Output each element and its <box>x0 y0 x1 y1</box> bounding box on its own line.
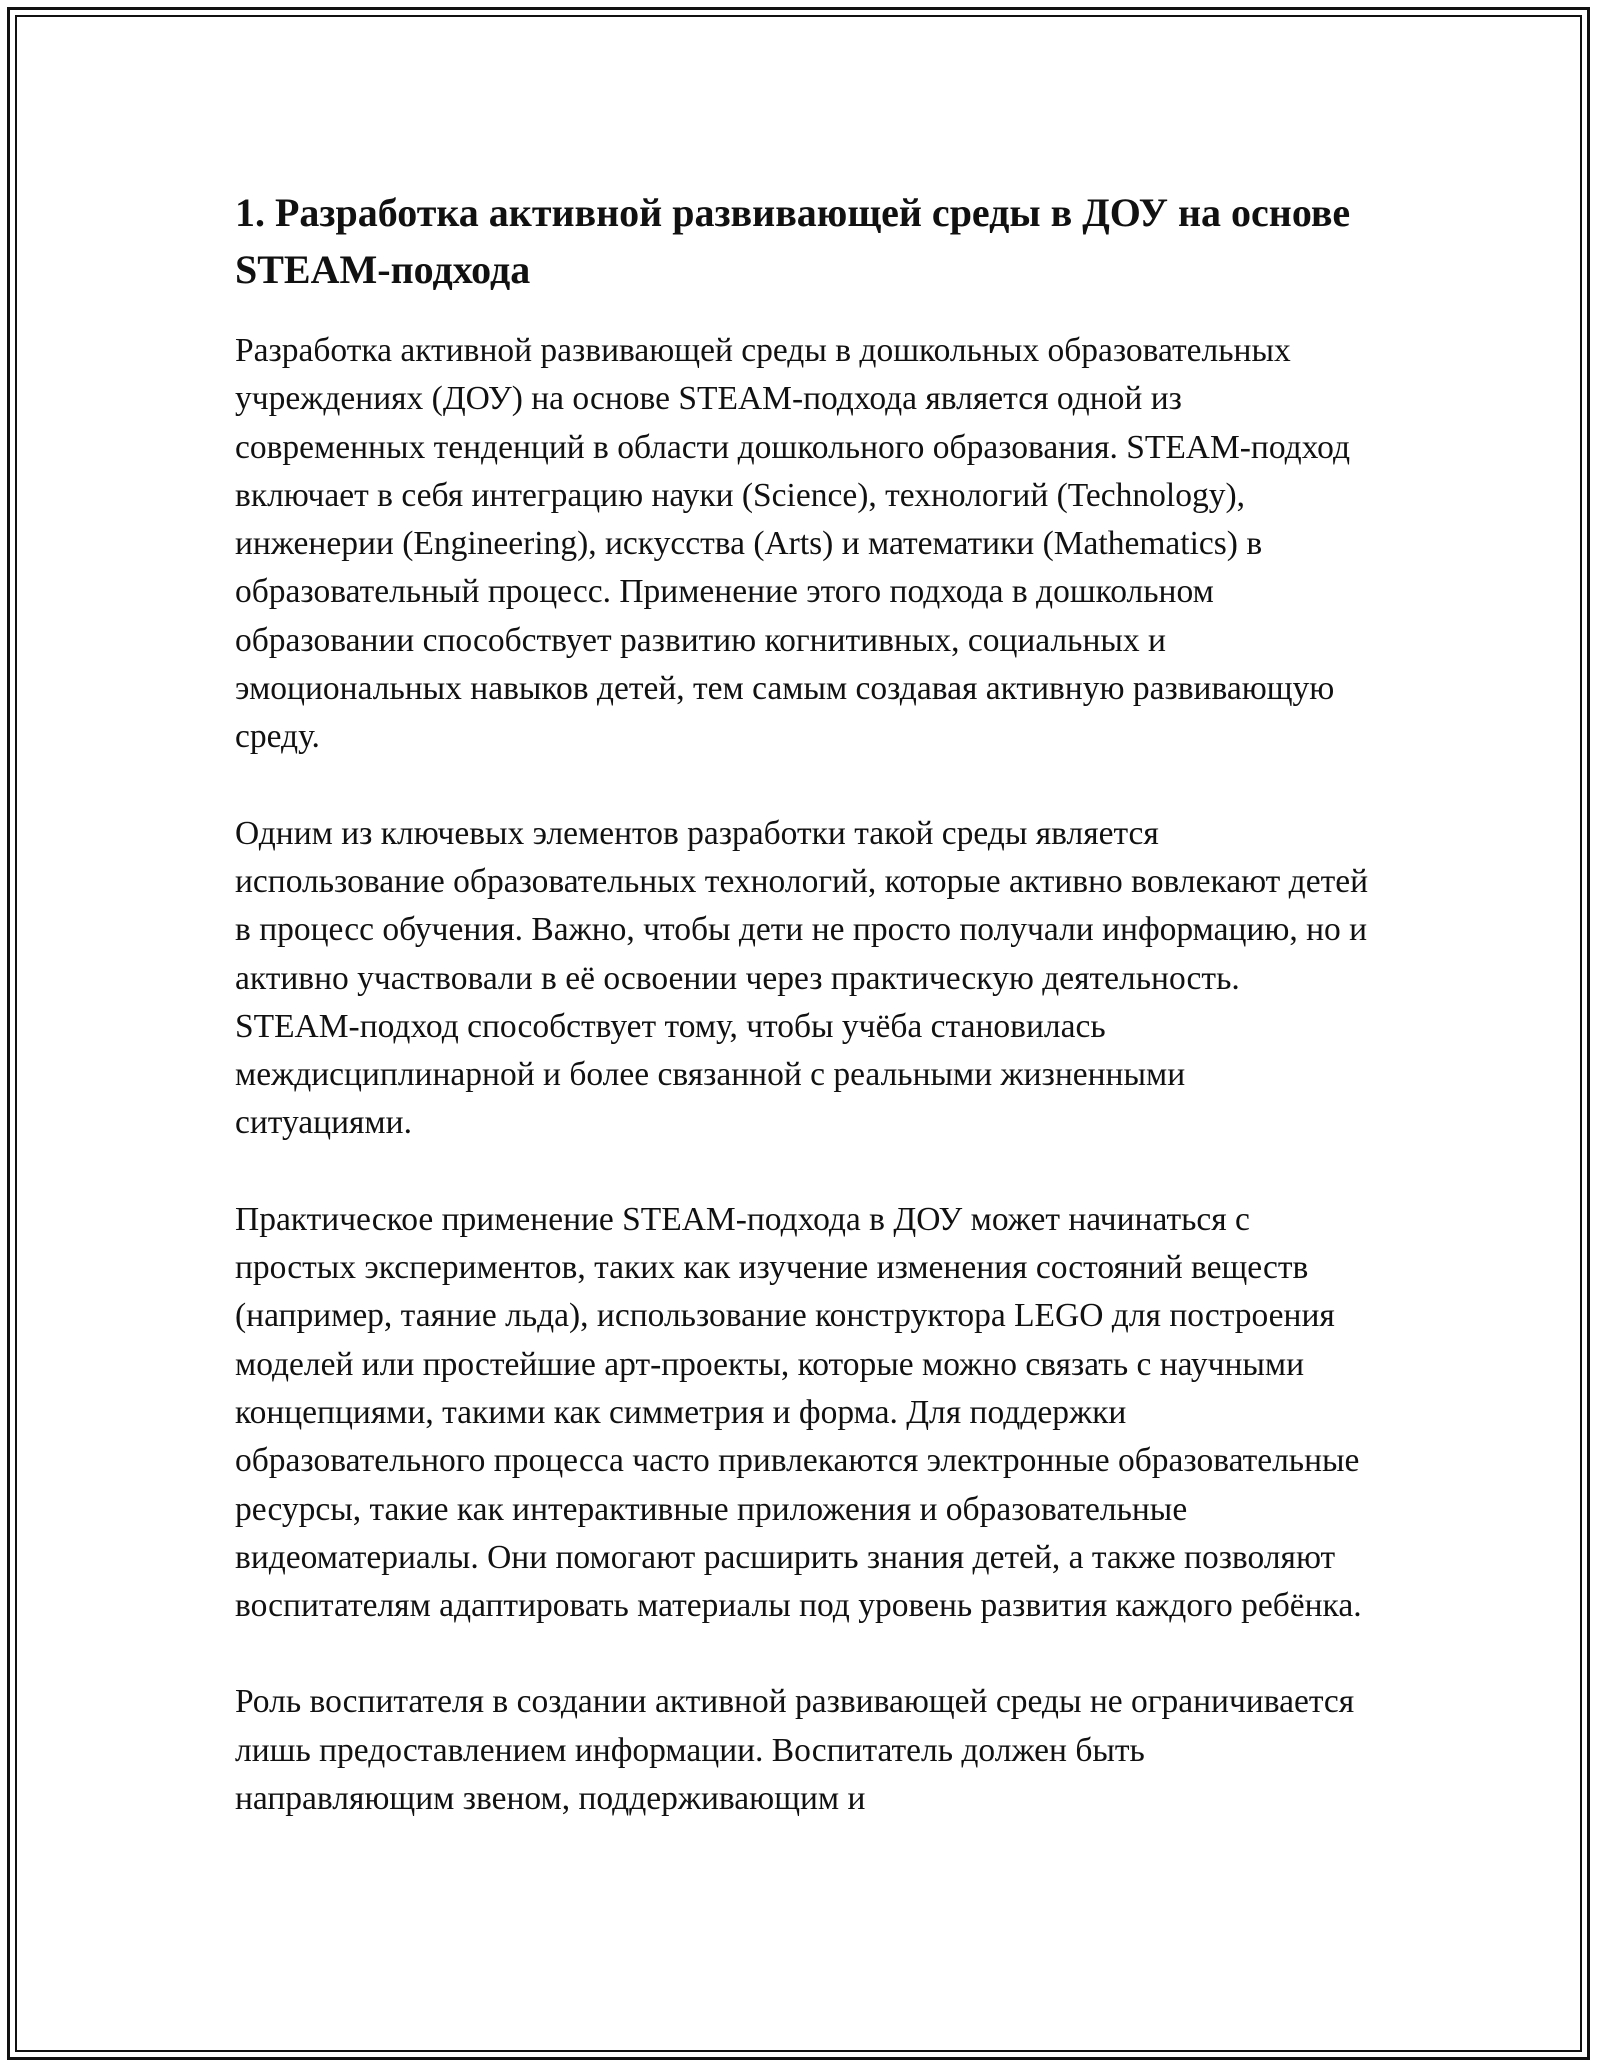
section-heading: 1. Разработка активной развивающей среды в ДОУ на основе STEAM-подхода <box>235 190 1351 292</box>
document-body <box>235 184 1370 1871</box>
paragraph-practice: Практическое применение STEAM-подхода в ДОУ может начинаться с простых экспериментов, таких как изучение изменения состояний веществ (например, таяние льда), использование конструктора LEGO для построения моделей или простейшие арт-проекты, которые можно связать с научными концепциями, такими как симметрия и форма. Для поддержки образовательного процесса часто привлекаются электронные образовательные ресурсы, такие как интерактивные приложения и образовательные видеоматериалы. Они помогают расширить знания детей, а также позволяют воспитателям адаптировать материалы под уровень развития каждого ребёнка. <box>235 1200 1362 1625</box>
paragraph-technologies: Одним из ключевых элементов разработки такой среды является использование образовательных технологий, которые активно вовлекают детей в процесс обучения. Важно, чтобы дети не просто получали информацию, но и активно участвовали в её освоении через практическую деятельность. STEAM-подход способствует тому, чтобы учёба становилась междисциплинарной и более связанной с реальными жизненными ситуациями. <box>235 814 1369 1142</box>
paragraph-teacher-role: Роль воспитателя в создании активной развивающей среды не ограничивается лишь предоставлением информации. Воспитатель должен быть направляющим звеном, поддерживающим и <box>235 1683 1355 1818</box>
paragraph-intro: Разработка активной развивающей среды в дошкольных образовательных учреждениях (ДОУ) на основе STEAM-подхода является одной из современных тенденций в области дошкольного образования. STEAM-подход включает в себя интеграцию науки (Science), технологий (Technology), инженерии (Engineering), искусства (Arts) и математики (Mathematics) в образовательный процесс. Применение этого подхода в дошкольном образовании способствует развитию когнитивных, социальных и эмоциональных навыков детей, тем самым создавая активную развивающую среду. <box>235 332 1350 756</box>
